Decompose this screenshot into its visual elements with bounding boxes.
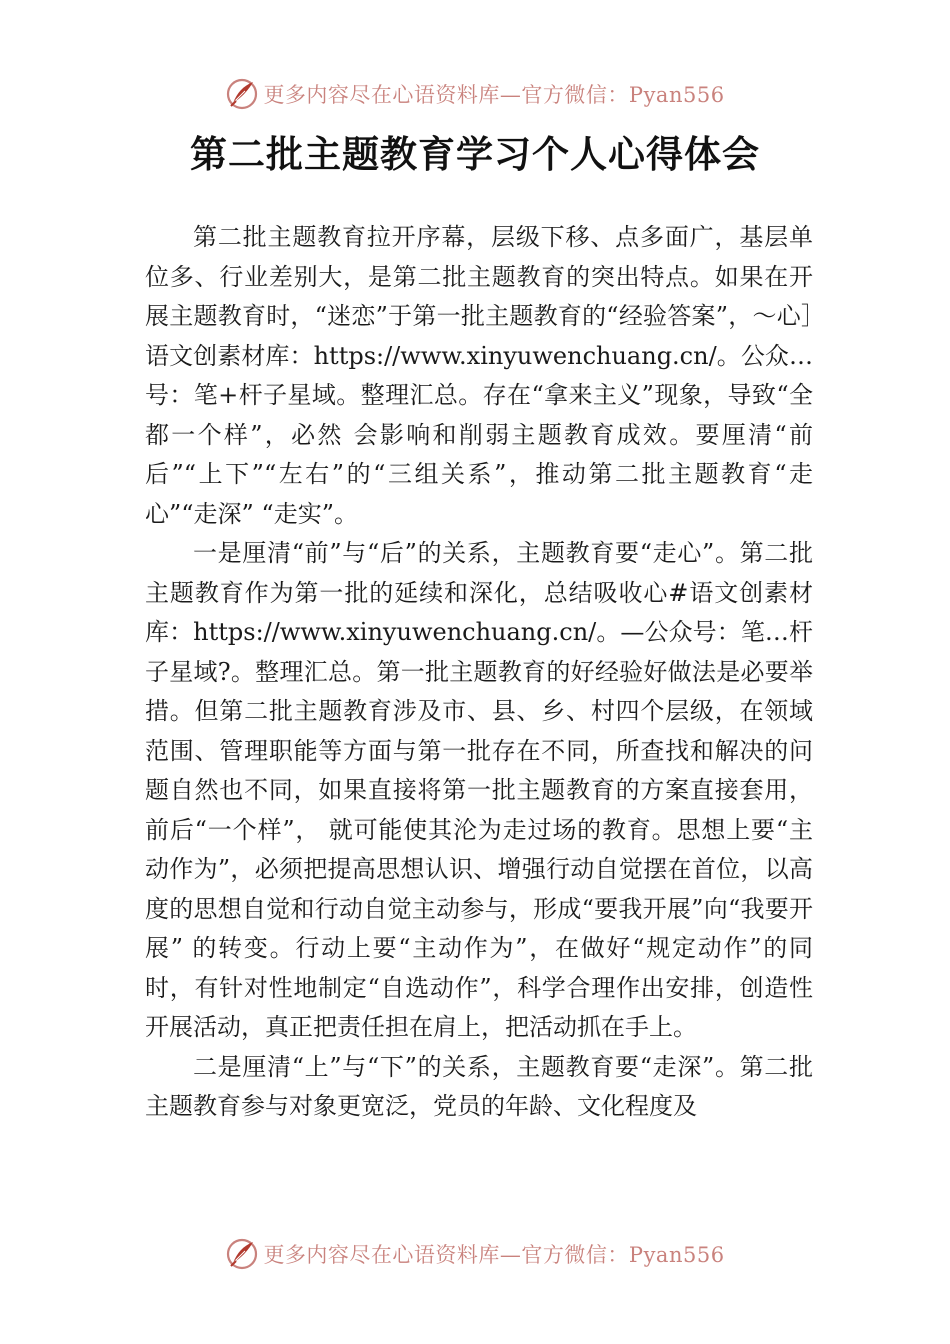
document-body bbox=[145, 218, 813, 1127]
paragraph-3: 二是厘清“上”与“下”的关系，主题教育要“走深”。第二批主题教育参与对象更宽泛，党员的年龄、文化程度及 bbox=[145, 1052, 813, 1120]
paragraph-2: 一是厘清“前”与“后”的关系，主题教育要“走心”。第二批主题教育作为第一批的延续和深化，总结吸收心#语文创素材库：https://www.xinyuwenchuang.cn/。—公众号：笔…杆子星域?。整理汇总。第一批主题教育的好经验好做法是必要举措。但第二批主题教育涉及市、县、乡、村四个层级，在领域范围、管理职能等方面与第一批存在不同，所查找和解决的问题自然也不同，如果直接将第一批主题教育的方案直接套用，前后“一个样”， 就可能使其沦为走过场的教育。思想上要“主动作为”，必须把提高思想认识、增强行动自觉摆在首位，以高度的思想自觉和行动自觉主动参与，形成“要我开展”向“我要开展” 的转变。行动上要“主动作为”，在做好“规定动作”的同时，有针对性地制定“自选动作”，科学合理作出安排，创造性开展活动，真正把责任担在肩上，把活动抓在手上。 bbox=[145, 539, 813, 1041]
document-title: 第二批主题教育学习个人心得体会 bbox=[190, 132, 760, 176]
watermark-text: 更多内容尽在心语资料库—官方微信：Pyan556 bbox=[263, 83, 725, 107]
watermark-text: 更多内容尽在心语资料库—官方微信：Pyan556 bbox=[263, 1243, 725, 1267]
feather-pen-logo-icon bbox=[225, 77, 259, 111]
footer-watermark bbox=[0, 1234, 950, 1274]
feather-pen-logo-icon bbox=[225, 1237, 259, 1271]
header-watermark bbox=[0, 74, 950, 114]
paragraph-1: 第二批主题教育拉开序幕，层级下移、点多面广，基层单位多、行业差别大，是第二批主题教育的突出特点。如果在开展主题教育时，“迷恋”于第一批主题教育的“经验答案”，～心］语文创素材库：https://www.xinyuwenchuang.cn/。公众…号：笔+杆子星域。整理汇总。存在“拿来主义”现象，导致“全都一个样”，必然 会影响和削弱主题教育成效。要厘清“前后”“上下”“左右”的“三组关系”，推动第二批主题教育“走心”“走深” “走实”。 bbox=[145, 223, 813, 528]
